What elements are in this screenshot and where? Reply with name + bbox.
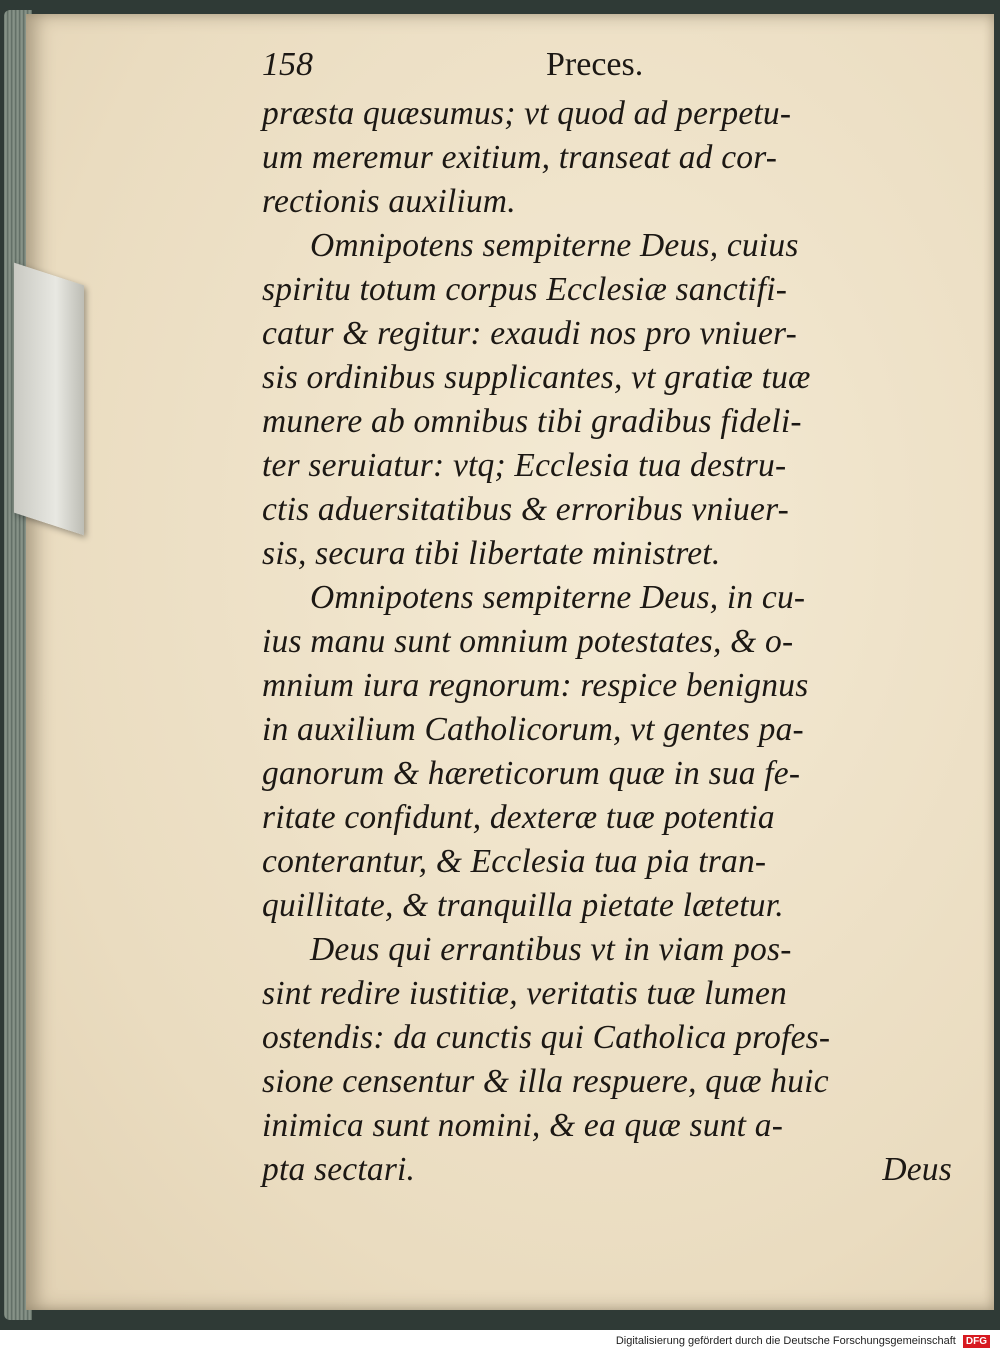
text-line: um meremur exitium, transeat ad cor- bbox=[262, 139, 778, 176]
text-line: Omnipotens sempiterne Deus, in cu- bbox=[310, 579, 806, 616]
text-line: Omnipotens sempiterne Deus, cuius bbox=[310, 227, 799, 264]
text-line bbox=[262, 1148, 952, 1192]
text-line: sint redire iustitiæ, veritatis tuæ lumen bbox=[262, 975, 787, 1012]
text-line: Deus qui errantibus vt in viam pos- bbox=[310, 931, 792, 968]
catchword: Deus bbox=[882, 1151, 952, 1188]
text-line: inimica sunt nomini, & ea quæ sunt a- bbox=[262, 1107, 784, 1144]
last-line-text: pta sectari. bbox=[262, 1151, 416, 1188]
text-line: præsta quæsumus; vt quod ad perpetu- bbox=[262, 95, 792, 132]
text-line: sis ordinibus supplicantes, vt gratiæ tuæ bbox=[262, 359, 811, 396]
text-line: ctis aduersitatibus & erroribus vniuer- bbox=[262, 491, 789, 528]
text-line: ritate confidunt, dexteræ tuæ potentia bbox=[262, 799, 775, 836]
text-line: rectionis auxilium. bbox=[262, 183, 516, 220]
footer-credit: Digitalisierung gefördert durch die Deutsche Forschungsgemeinschaft bbox=[615, 1335, 956, 1347]
dfg-logo: DFG bbox=[963, 1335, 990, 1348]
bookmark-ribbon bbox=[14, 263, 84, 536]
text-line: sis, secura tibi libertate ministret. bbox=[262, 535, 721, 572]
text-line: ostendis: da cunctis qui Catholica profes- bbox=[262, 1019, 831, 1056]
text-line: catur & regitur: exaudi nos pro vniuer- bbox=[262, 315, 797, 352]
digitization-footer bbox=[0, 1332, 990, 1351]
text-line: sione censentur & illa respuere, quæ huic bbox=[262, 1063, 829, 1100]
text-line: spiritu totum corpus Ecclesiæ sanctifi- bbox=[262, 271, 788, 308]
text-line: ter seruiatur: vtq; Ecclesia tua destru- bbox=[262, 447, 787, 484]
body-text bbox=[262, 92, 952, 1192]
text-line: ius manu sunt omnium potestates, & o- bbox=[262, 623, 794, 660]
page-number: 158 bbox=[262, 46, 313, 83]
text-line: conterantur, & Ecclesia tua pia tran- bbox=[262, 843, 767, 880]
running-head: Preces. bbox=[546, 46, 644, 83]
text-line: in auxilium Catholicorum, vt gentes pa- bbox=[262, 711, 804, 748]
text-line: ganorum & hæreticorum quæ in sua fe- bbox=[262, 755, 801, 792]
text-line: munere ab omnibus tibi gradibus fideli- bbox=[262, 403, 802, 440]
text-line: mnium iura regnorum: respice benignus bbox=[262, 667, 809, 704]
text-line: quillitate, & tranquilla pietate lætetur. bbox=[262, 887, 784, 924]
